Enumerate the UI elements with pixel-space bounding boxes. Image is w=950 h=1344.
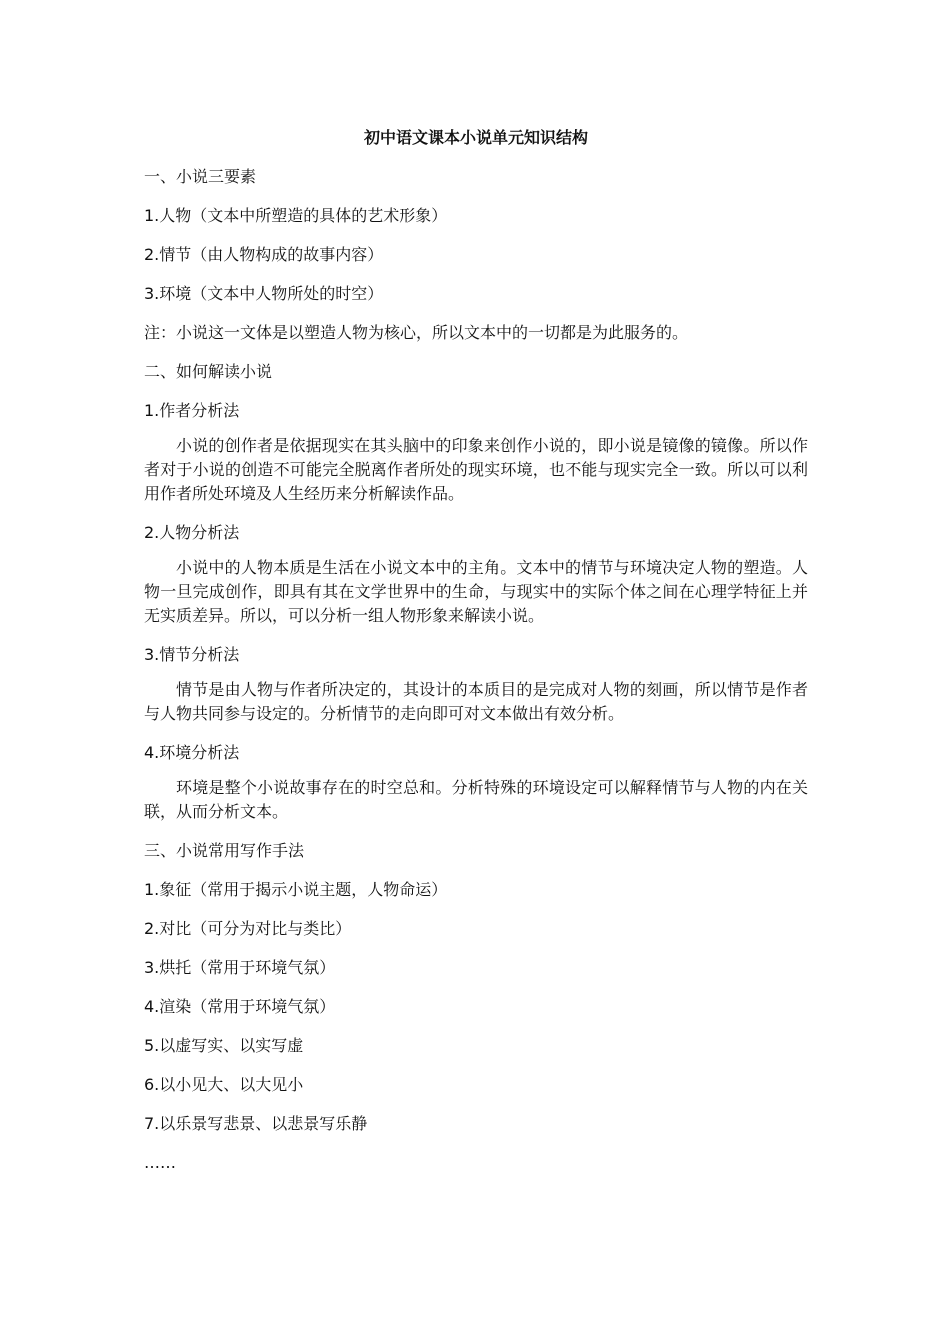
list-item: 3.烘托（常用于环境气氛）: [144, 958, 336, 977]
method-heading: 3.情节分析法: [144, 645, 240, 664]
document-body: [144, 122, 808, 1186]
method-paragraph: 小说中的人物本质是生活在小说文本中的主角。文本中的情节与环境决定人物的塑造。人物一旦完成创作，即具有其在文学世界中的生命，与现实中的实际个体之间在心理学特征上并无实质差异。所以，可以分析一组人物形象来解读小说。: [144, 558, 808, 625]
list-item: 7.以乐景写悲景、以悲景写乐静: [144, 1114, 368, 1133]
list-item: 2.情节（由人物构成的故事内容）: [144, 245, 384, 264]
list-item: 6.以小见大、以大见小: [144, 1075, 304, 1094]
list-item: 1.人物（文本中所塑造的具体的艺术形象）: [144, 206, 448, 225]
list-item: 3.环境（文本中人物所处的时空）: [144, 284, 384, 303]
ellipsis-text: ……: [144, 1153, 176, 1172]
list-item: 5.以虚写实、以实写虚: [144, 1036, 304, 1055]
note-text: 注：小说这一文体是以塑造人物为核心，所以文本中的一切都是为此服务的。: [144, 323, 689, 342]
list-item: 2.对比（可分为对比与类比）: [144, 919, 352, 938]
section-heading-elements: 一、小说三要素: [144, 167, 257, 186]
document-title: 初中语文课本小说单元知识结构: [363, 128, 588, 147]
section-heading-reading: 二、如何解读小说: [144, 362, 273, 381]
method-paragraph: 小说的创作者是依据现实在其头脑中的印象来创作小说的，即小说是镜像的镜像。所以作者对于小说的创造不可能完全脱离作者所处的现实环境，也不能与现实完全一致。所以可以利用作者所处环境及人生经历来分析解读作品。: [144, 436, 808, 503]
section-heading-techniques: 三、小说常用写作手法: [144, 841, 305, 860]
method-heading: 4.环境分析法: [144, 743, 240, 762]
method-paragraph: 环境是整个小说故事存在的时空总和。分析特殊的环境设定可以解释情节与人物的内在关联，从而分析文本。: [144, 778, 808, 821]
list-item: 4.渲染（常用于环境气氛）: [144, 997, 336, 1016]
method-heading: 2.人物分析法: [144, 523, 240, 542]
method-heading: 1.作者分析法: [144, 401, 240, 420]
list-item: 1.象征（常用于揭示小说主题，人物命运）: [144, 880, 448, 899]
method-paragraph: 情节是由人物与作者所决定的，其设计的本质目的是完成对人物的刻画，所以情节是作者与人物共同参与设定的。分析情节的走向即可对文本做出有效分析。: [144, 680, 808, 723]
